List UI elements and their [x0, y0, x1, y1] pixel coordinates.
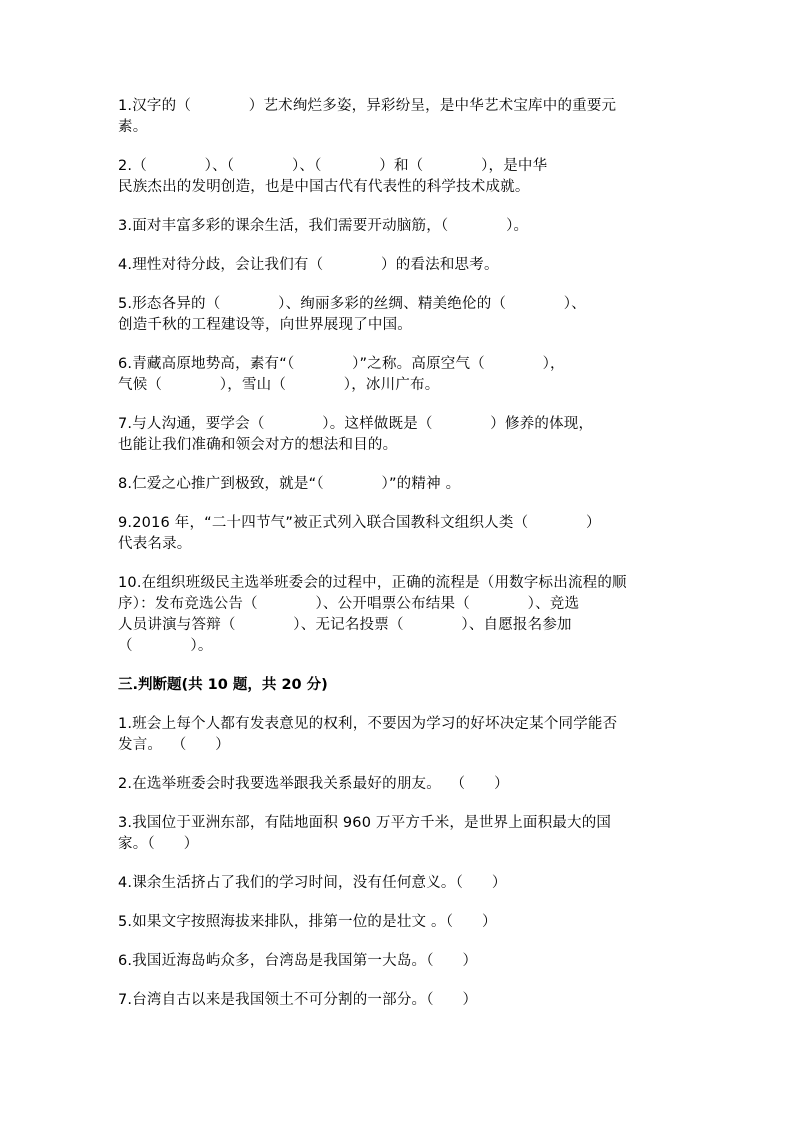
- question-line: 5.如果文字按照海拔来排队，排第一位的是壮文 。（ ）: [118, 914, 497, 930]
- question-line: 序）：发布竞选公告（ ）、公开唱票公布结果（ ）、竞选: [118, 596, 580, 612]
- question-line: 6.青藏高原地势高，素有“（ ）”之称。高原空气（ ），: [118, 356, 565, 372]
- tf-question-3: [118, 813, 674, 855]
- question-line: 民族杰出的发明创造，也是中国古代有代表性的科学技术成就。: [118, 179, 530, 195]
- question-line: 6.我国近海岛屿众多，台湾岛是我国第一大岛。（ ）: [118, 953, 478, 969]
- question-line: 2.在选举班委会时我要选举跟我关系最好的朋友。 （ ）: [118, 776, 509, 792]
- question-line: （ ）。: [118, 638, 213, 654]
- question-line: 也能让我们准确和领会对方的想法和目的。: [118, 437, 398, 453]
- tf-question-4: [118, 873, 674, 894]
- fill-question-5: [118, 294, 674, 336]
- question-line: 2.（ ）、（ ）、（ ）和（ ），是中华: [118, 158, 548, 174]
- question-line: 4.理性对待分歧，会让我们有（ ）的看法和思考。: [118, 257, 499, 273]
- question-line: 5.形态各异的（ ）、绚丽多彩的丝绸、精美绝伦的（ ）、: [118, 296, 586, 312]
- question-line: 7.台湾自古以来是我国领土不可分割的一部分。（ ）: [118, 992, 478, 1008]
- question-line: 1.班会上每个人都有发表意见的权利，不要因为学习的好坏决定某个同学能否: [118, 716, 618, 732]
- question-line: 10.在组织班级民主选举班委会的过程中，正确的流程是（用数字标出流程的顺: [118, 575, 627, 591]
- section-title-true-false: 三.判断题(共 10 题，共 20 分): [118, 677, 328, 693]
- fill-question-2: [118, 156, 674, 198]
- question-line: 1.汉字的（ ）艺术绚烂多姿，异彩纷呈，是中华艺术宝库中的重要元: [118, 98, 617, 114]
- fill-question-6: [118, 354, 674, 396]
- fill-question-4: [118, 255, 674, 276]
- fill-question-1: [118, 96, 674, 138]
- fill-question-10: [118, 573, 674, 657]
- question-line: 发言。 （ ）: [118, 737, 230, 753]
- tf-question-6: [118, 951, 674, 972]
- fill-question-8: [118, 474, 674, 495]
- question-line: 人员讲演与答辩（ ）、无记名投票（ ）、自愿报名参加: [118, 617, 572, 633]
- question-line: 9.2016 年，“二十四节气”被正式列入联合国教科文组织人类（ ）: [118, 515, 601, 531]
- fill-question-7: [118, 414, 674, 456]
- fill-question-3: [118, 216, 674, 237]
- question-line: 气候（ ），雪山（ ），冰川广布。: [118, 377, 440, 393]
- question-line: 8.仁爱之心推广到极致，就是“（ ）”的精神 。: [118, 476, 461, 492]
- question-line: 素。: [118, 119, 148, 135]
- question-line: 7.与人沟通，要学会（ ）。这样做既是（ ）修养的体现，: [118, 416, 594, 432]
- question-line: 创造千秋的工程建设等，向世界展现了中国。: [118, 317, 412, 333]
- tf-question-1: [118, 714, 674, 756]
- tf-question-7: [118, 990, 674, 1011]
- question-line: 3.我国位于亚洲东部，有陆地面积 960 万平方千米，是世界上面积最大的国: [118, 815, 612, 831]
- question-line: 家。（ ）: [118, 836, 199, 852]
- question-line: 4.课余生活挤占了我们的学习时间，没有任何意义。（ ）: [118, 875, 507, 891]
- question-line: 3.面对丰富多彩的课余生活，我们需要开动脑筋，（ ）。: [118, 218, 529, 234]
- question-line: 代表名录。: [118, 536, 192, 552]
- fill-question-9: [118, 513, 674, 555]
- tf-question-2: [118, 774, 674, 795]
- tf-question-5: [118, 912, 674, 933]
